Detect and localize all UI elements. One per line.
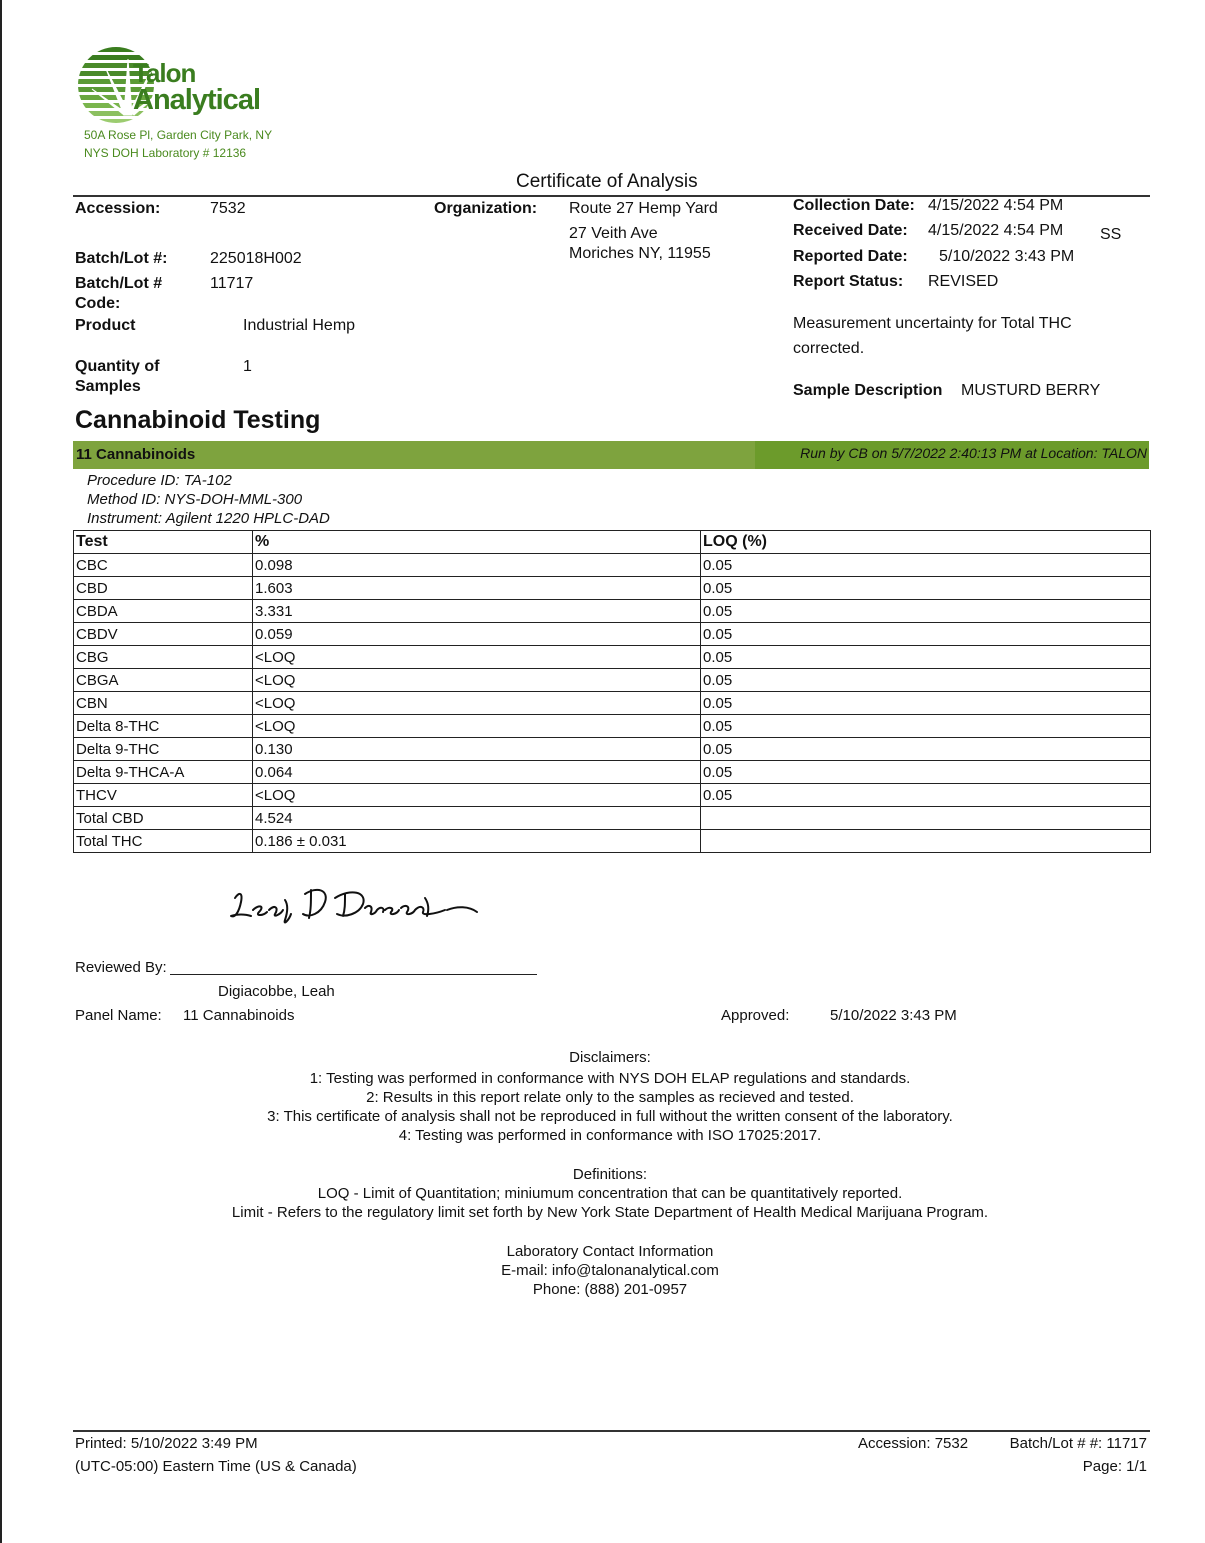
cell-percent: <LOQ — [253, 715, 701, 738]
cell-percent: <LOQ — [253, 669, 701, 692]
disclaimers-title: Disclaimers: — [569, 1049, 651, 1066]
reported-date-label: Reported Date: — [793, 248, 908, 265]
panel-name-label: Panel Name: — [75, 1007, 162, 1024]
reported-date-value: 5/10/2022 3:43 PM — [939, 248, 1075, 265]
sample-description-label: Sample Description — [793, 382, 943, 399]
product-label: Product — [75, 317, 136, 334]
cell-loq — [701, 830, 1151, 853]
method-id: Method ID: NYS-DOH-MML-300 — [87, 491, 303, 508]
cell-test: CBDA — [74, 600, 253, 623]
cell-loq: 0.05 — [701, 554, 1151, 577]
document-title: Certificate of Analysis — [516, 171, 698, 192]
cell-test: THCV — [74, 784, 253, 807]
approved-value: 5/10/2022 3:43 PM — [830, 1007, 957, 1024]
cell-loq: 0.05 — [701, 761, 1151, 784]
cell-percent: 0.059 — [253, 623, 701, 646]
table-row — [74, 761, 1151, 784]
cell-loq: 0.05 — [701, 738, 1151, 761]
contact-title: Laboratory Contact Information — [506, 1243, 714, 1260]
organization-label: Organization: — [434, 200, 538, 217]
accession-label: Accession: — [75, 200, 161, 217]
table-row — [74, 646, 1151, 669]
cell-loq: 0.05 — [701, 577, 1151, 600]
note-line-2: corrected. — [793, 340, 865, 357]
cell-percent: 0.098 — [253, 554, 701, 577]
cell-loq: 0.05 — [701, 784, 1151, 807]
cell-loq: 0.05 — [701, 692, 1151, 715]
report-status-label: Report Status: — [793, 273, 904, 290]
sample-description-value: MUSTURD BERRY — [961, 382, 1101, 399]
footer-batch: Batch/Lot # #: 11717 — [1009, 1435, 1147, 1452]
quantity-label-2: Samples — [75, 378, 141, 395]
cell-percent: <LOQ — [253, 646, 701, 669]
header-percent: % — [253, 531, 701, 554]
footer-rule — [73, 1430, 1150, 1432]
cell-test: CBG — [74, 646, 253, 669]
disclaimer-item: 3: This certificate of analysis shall not be reproduced in full without the written consent of the laboratory. — [267, 1108, 953, 1125]
lab-address: 50A Rose Pl, Garden City Park, NY — [84, 128, 273, 142]
table-row — [74, 692, 1151, 715]
cell-test: CBGA — [74, 669, 253, 692]
table-row — [74, 738, 1151, 761]
cell-test: CBN — [74, 692, 253, 715]
cell-percent: 0.186 ± 0.031 — [253, 830, 701, 853]
table-row — [74, 623, 1151, 646]
footer-page: Page: 1/1 — [1082, 1458, 1147, 1475]
panel-run-info: Run by CB on 5/7/2022 2:40:13 PM at Location: TALON — [800, 445, 1147, 461]
cell-test: CBD — [74, 577, 253, 600]
lab-license: NYS DOH Laboratory # 12136 — [84, 146, 247, 160]
header-test: Test — [74, 531, 253, 554]
instrument: Instrument: Agilent 1220 HPLC-DAD — [87, 510, 330, 527]
footer-printed: Printed: 5/10/2022 3:49 PM — [75, 1435, 258, 1452]
table-row — [74, 554, 1151, 577]
received-date-label: Received Date: — [793, 222, 908, 239]
table-header-row — [74, 531, 1151, 554]
quantity-label-1: Quantity of — [75, 358, 160, 375]
cell-test: Total THC — [74, 830, 253, 853]
reviewed-by-label: Reviewed By: — [75, 959, 167, 976]
results-table — [73, 530, 1151, 853]
product-value: Industrial Hemp — [243, 317, 356, 334]
batch-code-label-1: Batch/Lot # — [75, 275, 163, 292]
cell-percent: 3.331 — [253, 600, 701, 623]
signature-image — [225, 880, 485, 930]
cell-loq: 0.05 — [701, 715, 1151, 738]
batch-code-label-2: Code: — [75, 295, 121, 312]
collection-date-value: 4/15/2022 4:54 PM — [928, 197, 1064, 214]
lab-name-line2: Analytical — [133, 84, 260, 116]
batch-value: 225018H002 — [210, 250, 302, 267]
cell-test: Total CBD — [74, 807, 253, 830]
lab-logo-text — [133, 60, 260, 115]
disclaimer-item: 2: Results in this report relate only to the samples as recieved and tested. — [366, 1089, 854, 1106]
definition-item: LOQ - Limit of Quantitation; miniumum concentration that can be quantitatively reported. — [317, 1185, 903, 1202]
table-row — [74, 600, 1151, 623]
cell-test: Delta 9-THC — [74, 738, 253, 761]
footer-accession: Accession: 7532 — [858, 1435, 969, 1452]
organization-name: Route 27 Hemp Yard — [569, 200, 718, 217]
disclaimer-item: 1: Testing was performed in conformance with NYS DOH ELAP regulations and standards. — [309, 1070, 911, 1087]
disclaimer-item: 4: Testing was performed in conformance with ISO 17025:2017. — [398, 1127, 822, 1144]
cell-loq: 0.05 — [701, 669, 1151, 692]
table-row — [74, 715, 1151, 738]
batch-code-value: 11717 — [210, 275, 254, 292]
collection-date-label: Collection Date: — [793, 197, 915, 214]
panel-banner — [73, 441, 1149, 469]
cell-test: CBC — [74, 554, 253, 577]
cell-test: Delta 8-THC — [74, 715, 253, 738]
cell-test: CBDV — [74, 623, 253, 646]
definition-item: Limit - Refers to the regulatory limit set forth by New York State Department of Health Medical Marijuana Program. — [231, 1204, 989, 1221]
cell-test: Delta 9-THCA-A — [74, 761, 253, 784]
quantity-value: 1 — [243, 358, 252, 375]
reviewer-name: Digiacobbe, Leah — [218, 983, 335, 1000]
section-title: Cannabinoid Testing — [75, 406, 321, 434]
accession-value: 7532 — [210, 200, 246, 217]
table-row — [74, 784, 1151, 807]
report-status-value: REVISED — [928, 273, 999, 290]
table-row — [74, 577, 1151, 600]
footer-timezone: (UTC-05:00) Eastern Time (US & Canada) — [75, 1458, 357, 1475]
cell-loq: 0.05 — [701, 623, 1151, 646]
cell-percent: <LOQ — [253, 784, 701, 807]
panel-banner-run — [755, 441, 1149, 469]
cell-loq: 0.05 — [701, 646, 1151, 669]
organization-address-1: 27 Veith Ave — [569, 225, 658, 242]
cell-loq — [701, 807, 1151, 830]
header-loq: LOQ (%) — [701, 531, 1151, 554]
cell-percent: 0.064 — [253, 761, 701, 784]
cell-percent: 4.524 — [253, 807, 701, 830]
cell-percent: 1.603 — [253, 577, 701, 600]
received-initials: SS — [1100, 226, 1122, 243]
cell-loq: 0.05 — [701, 600, 1151, 623]
organization-address-2: Moriches NY, 11955 — [569, 245, 711, 262]
contact-phone: Phone: (888) 201-0957 — [532, 1281, 688, 1298]
procedure-id: Procedure ID: TA-102 — [87, 472, 232, 489]
signature-line — [170, 974, 537, 975]
received-date-value: 4/15/2022 4:54 PM — [928, 222, 1064, 239]
table-row — [74, 830, 1151, 853]
cell-percent: 0.130 — [253, 738, 701, 761]
panel-name-value: 11 Cannabinoids — [183, 1007, 295, 1024]
panel-banner-title: 11 Cannabinoids — [76, 446, 196, 463]
table-row — [74, 669, 1151, 692]
approved-label: Approved: — [721, 1007, 790, 1024]
definitions-title: Definitions: — [572, 1166, 648, 1183]
batch-label: Batch/Lot #: — [75, 250, 168, 267]
cell-percent: <LOQ — [253, 692, 701, 715]
contact-email: E-mail: info@talonanalytical.com — [501, 1262, 719, 1279]
lab-name-line1: Talon — [133, 58, 196, 88]
table-row — [74, 807, 1151, 830]
page-edge — [0, 0, 2, 1543]
note-line-1: Measurement uncertainty for Total THC — [793, 315, 1072, 332]
